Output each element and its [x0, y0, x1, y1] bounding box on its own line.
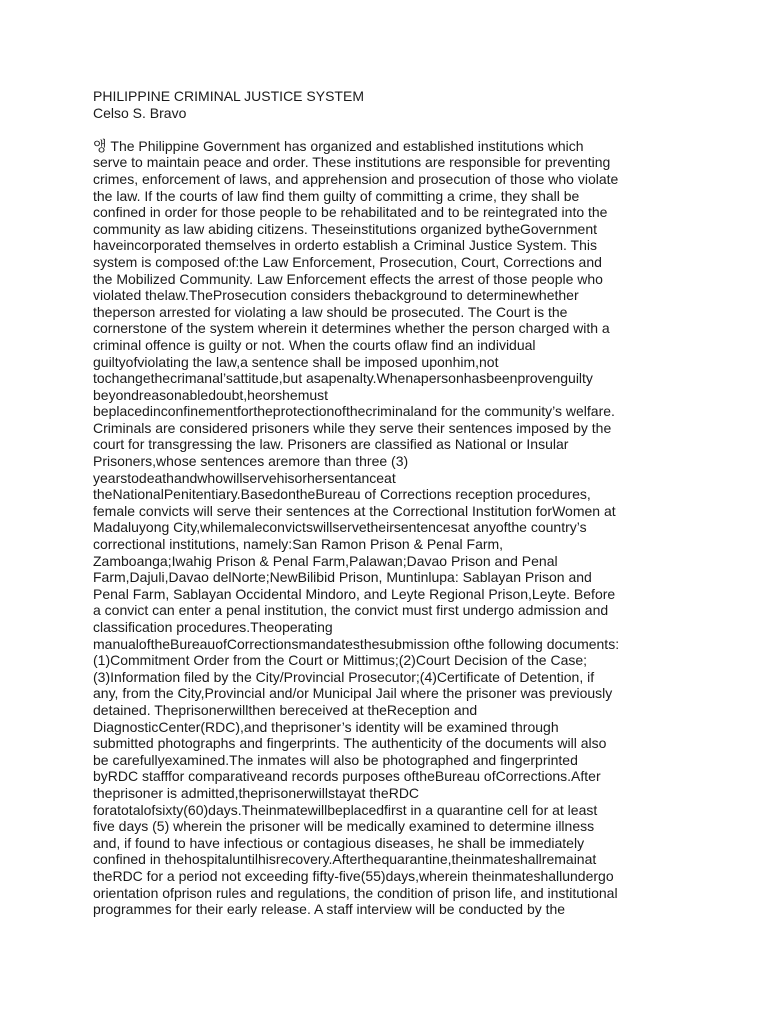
body-text-line: (1)Commitment Order from the Court or Mittimus;(2)Court Decision of the Case; [93, 652, 588, 669]
body-text-line: system is composed of:the Law Enforcement, Prosecution, Court, Corrections and [93, 253, 602, 270]
body-text-line: confined in thehospitaluntilhisrecovery.Afterthequarantine,theinmateshallremainat [93, 851, 597, 868]
body-text-line: theRDC for a period not exceeding fifty-five(55)days,wherein theinmateshallundergo [93, 867, 614, 884]
body-text-line: the Mobilized Community. Law Enforcement effects the arrest of those people who [93, 270, 603, 287]
body-text-line: programmes for their early release. A staff interview will be conducted by the [93, 901, 566, 918]
body-text-line: crimes, enforcement of laws, and apprehension and prosecution of those who violate [93, 170, 619, 187]
body-text-line: violated thelaw.TheProsecution considers thebackground to determinewhether [93, 287, 579, 304]
body-text-line: Penal Farm, Sablayan Occidental Mindoro, and Leyte Regional Prison,Leyte. Before [93, 585, 616, 602]
body-text-line: classification procedures.Theoperating [93, 619, 333, 635]
body-text-line: (3)Information filed by the City/Provincial Prosecutor;(4)Certificate of Detention, if [93, 668, 595, 685]
body-text-line: guiltyofviolating the law,a sentence shall be imposed uponhim,not [93, 353, 499, 370]
body-text-line: female convicts will serve their sentences at the Correctional Institution forWomen at [93, 502, 616, 519]
document-page [93, 88, 683, 918]
body-text-line: detained. Theprisonerwillthen bereceived at theReception and [93, 701, 478, 718]
body-text-line: foratotalofsixty(60)days.Theinmatewillbeplacedfirst in a quarantine cell for at least [93, 801, 598, 818]
body-text-line: Prisoners,whose sentences aremore than three (3) [93, 453, 409, 470]
body-text-line: serve to maintain peace and order. These institutions are responsible for preventing [93, 154, 611, 171]
body-text-line: court for transgressing the law. Prisoners are classified as National or Insular [93, 436, 569, 453]
document-body [93, 138, 683, 918]
document-author: Celso S. Bravo [93, 104, 187, 121]
body-text-line: DiagnosticCenter(RDC),and theprisoner’s identity will be examined through [93, 718, 559, 735]
body-text-line: beplacedinconfinementfortheprotectionofthecriminaland for the community’s welfare. [93, 403, 615, 420]
body-text-line: correctional institutions, namely:San Ramon Prison & Penal Farm, [93, 536, 504, 553]
body-text-line: manualoftheBureauofCorrectionsmandatesthesubmission ofthe following documents: [93, 635, 620, 652]
body-text-line: be carefullyexamined.The inmates will also be photographed and fingerprinted [93, 751, 578, 768]
body-text-line: tochangethecrimanal’sattitude,but asapenalty.Whenapersonhasbeenprovenguilty [93, 370, 593, 387]
body-text-line: five days (5) wherein the prisoner will be medically examined to determine illness [93, 818, 595, 835]
body-text-line: theNationalPenitentiary.BasedontheBureau of Corrections reception procedures, [93, 486, 591, 503]
body-text-line: Zamboanga;Iwahig Prison & Penal Farm,Palawan;Davao Prison and Penal [93, 552, 558, 569]
body-text-line: and, if found to have infectious or contagious diseases, he shall be immediately [93, 834, 585, 851]
body-text-line: byRDC stafffor comparativeand records purposes oftheBureau ofCorrections.After [93, 768, 601, 785]
body-text-line: Farm,Dajuli,Davao delNorte;NewBilibid Prison, Muntinlupa: Sablayan Prison and [93, 569, 592, 586]
body-text-line: a convict can enter a penal institution, the convict must first undergo admission and [93, 602, 609, 619]
body-text-line: submitted photographs and fingerprints. The authenticity of the documents will also [93, 735, 607, 752]
body-text-line: cornerstone of the system wherein it determines whether the person charged with a [93, 320, 610, 337]
body-text-line: beyondreasonabledoubt,heorshemust [93, 386, 329, 403]
body-text-line: Criminals are considered prisoners while they serve their sentences imposed by the [93, 419, 612, 436]
body-text-line: the law. If the courts of law find them guilty of committing a crime, they shall be [93, 187, 580, 204]
document-title: PHILIPPINE CRIMINAL JUSTICE SYSTEM [93, 88, 364, 104]
body-text-line: community as law abiding citizens. Theseinstitutions organized bytheGovernment [93, 220, 597, 237]
body-text-line: 앵 The Philippine Government has organized and established institutions which [93, 137, 584, 154]
body-text-line: haveincorporated themselves in orderto establish a Criminal Justice System. This [93, 237, 597, 254]
body-text-line: yearstodeathandwhowillservehisorhersentanceat [93, 469, 396, 486]
body-text-line: any, from the City,Provincial and/or Municipal Jail where the prisoner was previously [93, 685, 613, 702]
body-text-line: orientation ofprison rules and regulations, the condition of prison life, and institutional [93, 884, 618, 901]
body-text-line: Madaluyong City,whilemaleconvictswillservetheirsentencesat anyofthe country’s [93, 519, 587, 536]
body-text-line: criminal offence is guilty or not. When the courts oflaw find an individual [93, 336, 536, 353]
body-text-line: confined in order for those people to be rehabilitated and to be reintegrated into the [93, 204, 608, 221]
body-text-line: theperson arrested for violating a law should be prosecuted. The Court is the [93, 303, 568, 320]
body-text-line: theprisoner is admitted,theprisonerwillstayat theRDC [93, 784, 420, 801]
